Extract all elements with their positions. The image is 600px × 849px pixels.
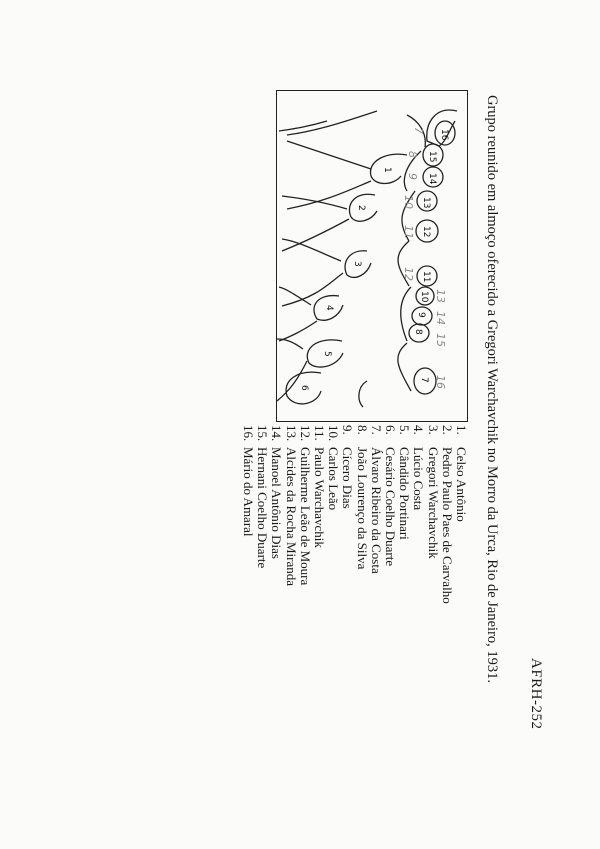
figure-number-1: 1 <box>382 167 392 173</box>
figure-number-2: 2 <box>356 205 366 211</box>
legend-item: 8.João Lourenço da Silva <box>354 425 370 570</box>
pencil-number-16: 16 <box>434 375 447 389</box>
legend-item: 7.Álvaro Ribeiro da Costa <box>368 425 384 574</box>
legend-item: 3.Gregori Warchavchik <box>425 425 441 559</box>
legend-item: 2.Pedro Paulo Paes de Carvalho <box>439 425 455 604</box>
figure-number-5: 5 <box>322 351 332 357</box>
legend-item: 10.Carlos Leão <box>326 425 342 511</box>
figure-number-12: 12 <box>421 226 431 238</box>
pencil-number-8: 8 <box>406 151 419 158</box>
figure-number-4: 4 <box>324 305 334 311</box>
figure-number-10: 10 <box>419 291 429 303</box>
legend-item: 14.Manoel Antônio Dias <box>269 425 285 559</box>
figure-number-7: 7 <box>419 377 429 383</box>
reference-code: AFRH-252 <box>528 658 544 730</box>
pencil-number-12: 12 <box>402 267 415 281</box>
group-sketch-drawing <box>277 91 467 421</box>
figure-number-14: 14 <box>427 173 437 185</box>
figure-number-9: 9 <box>416 312 426 318</box>
pencil-number-10: 10 <box>402 195 415 209</box>
pencil-number-14: 14 <box>434 311 447 325</box>
legend-item: 12.Guilherme Leão de Moura <box>297 425 313 586</box>
figure-number-6: 6 <box>299 385 309 391</box>
legend-item: 5.Cândido Portinari <box>397 425 413 540</box>
figure-number-8: 8 <box>413 329 423 335</box>
figure-number-16: 16 <box>439 129 449 141</box>
pencil-number-9: 9 <box>406 173 419 180</box>
figure-number-11: 11 <box>421 271 431 283</box>
figure-number-13: 13 <box>421 197 431 209</box>
pencil-number-15: 15 <box>434 333 447 347</box>
legend-item: 9.Cícero Dias <box>340 425 356 509</box>
identification-legend <box>241 425 468 604</box>
group-sketch <box>276 90 468 422</box>
figure-number-15: 15 <box>427 151 437 163</box>
photo-caption: Grupo reunido em almoço oferecido a Gregori Warchavchik no Morro da Urca, Rio de Janeiro, 1931. <box>484 95 500 684</box>
legend-item: 16.Mário do Amaral <box>240 425 256 537</box>
legend-item: 4.Lúcio Costa <box>411 425 427 511</box>
pencil-number-11: 11 <box>402 225 415 239</box>
legend-item: 11.Paulo Warchavchik <box>311 425 327 548</box>
pencil-number-7: 7 <box>412 127 425 134</box>
pencil-number-13: 13 <box>434 289 447 303</box>
legend-item: 6.Cesário Coelho Duarte <box>382 425 398 567</box>
figure-number-3: 3 <box>352 261 362 267</box>
legend-item: 1.Celso Antônio <box>454 425 469 522</box>
legend-item: 15.Hernani Coelho Duarte <box>255 425 271 569</box>
legend-item: 13.Alcides da Rocha Miranda <box>283 425 299 586</box>
